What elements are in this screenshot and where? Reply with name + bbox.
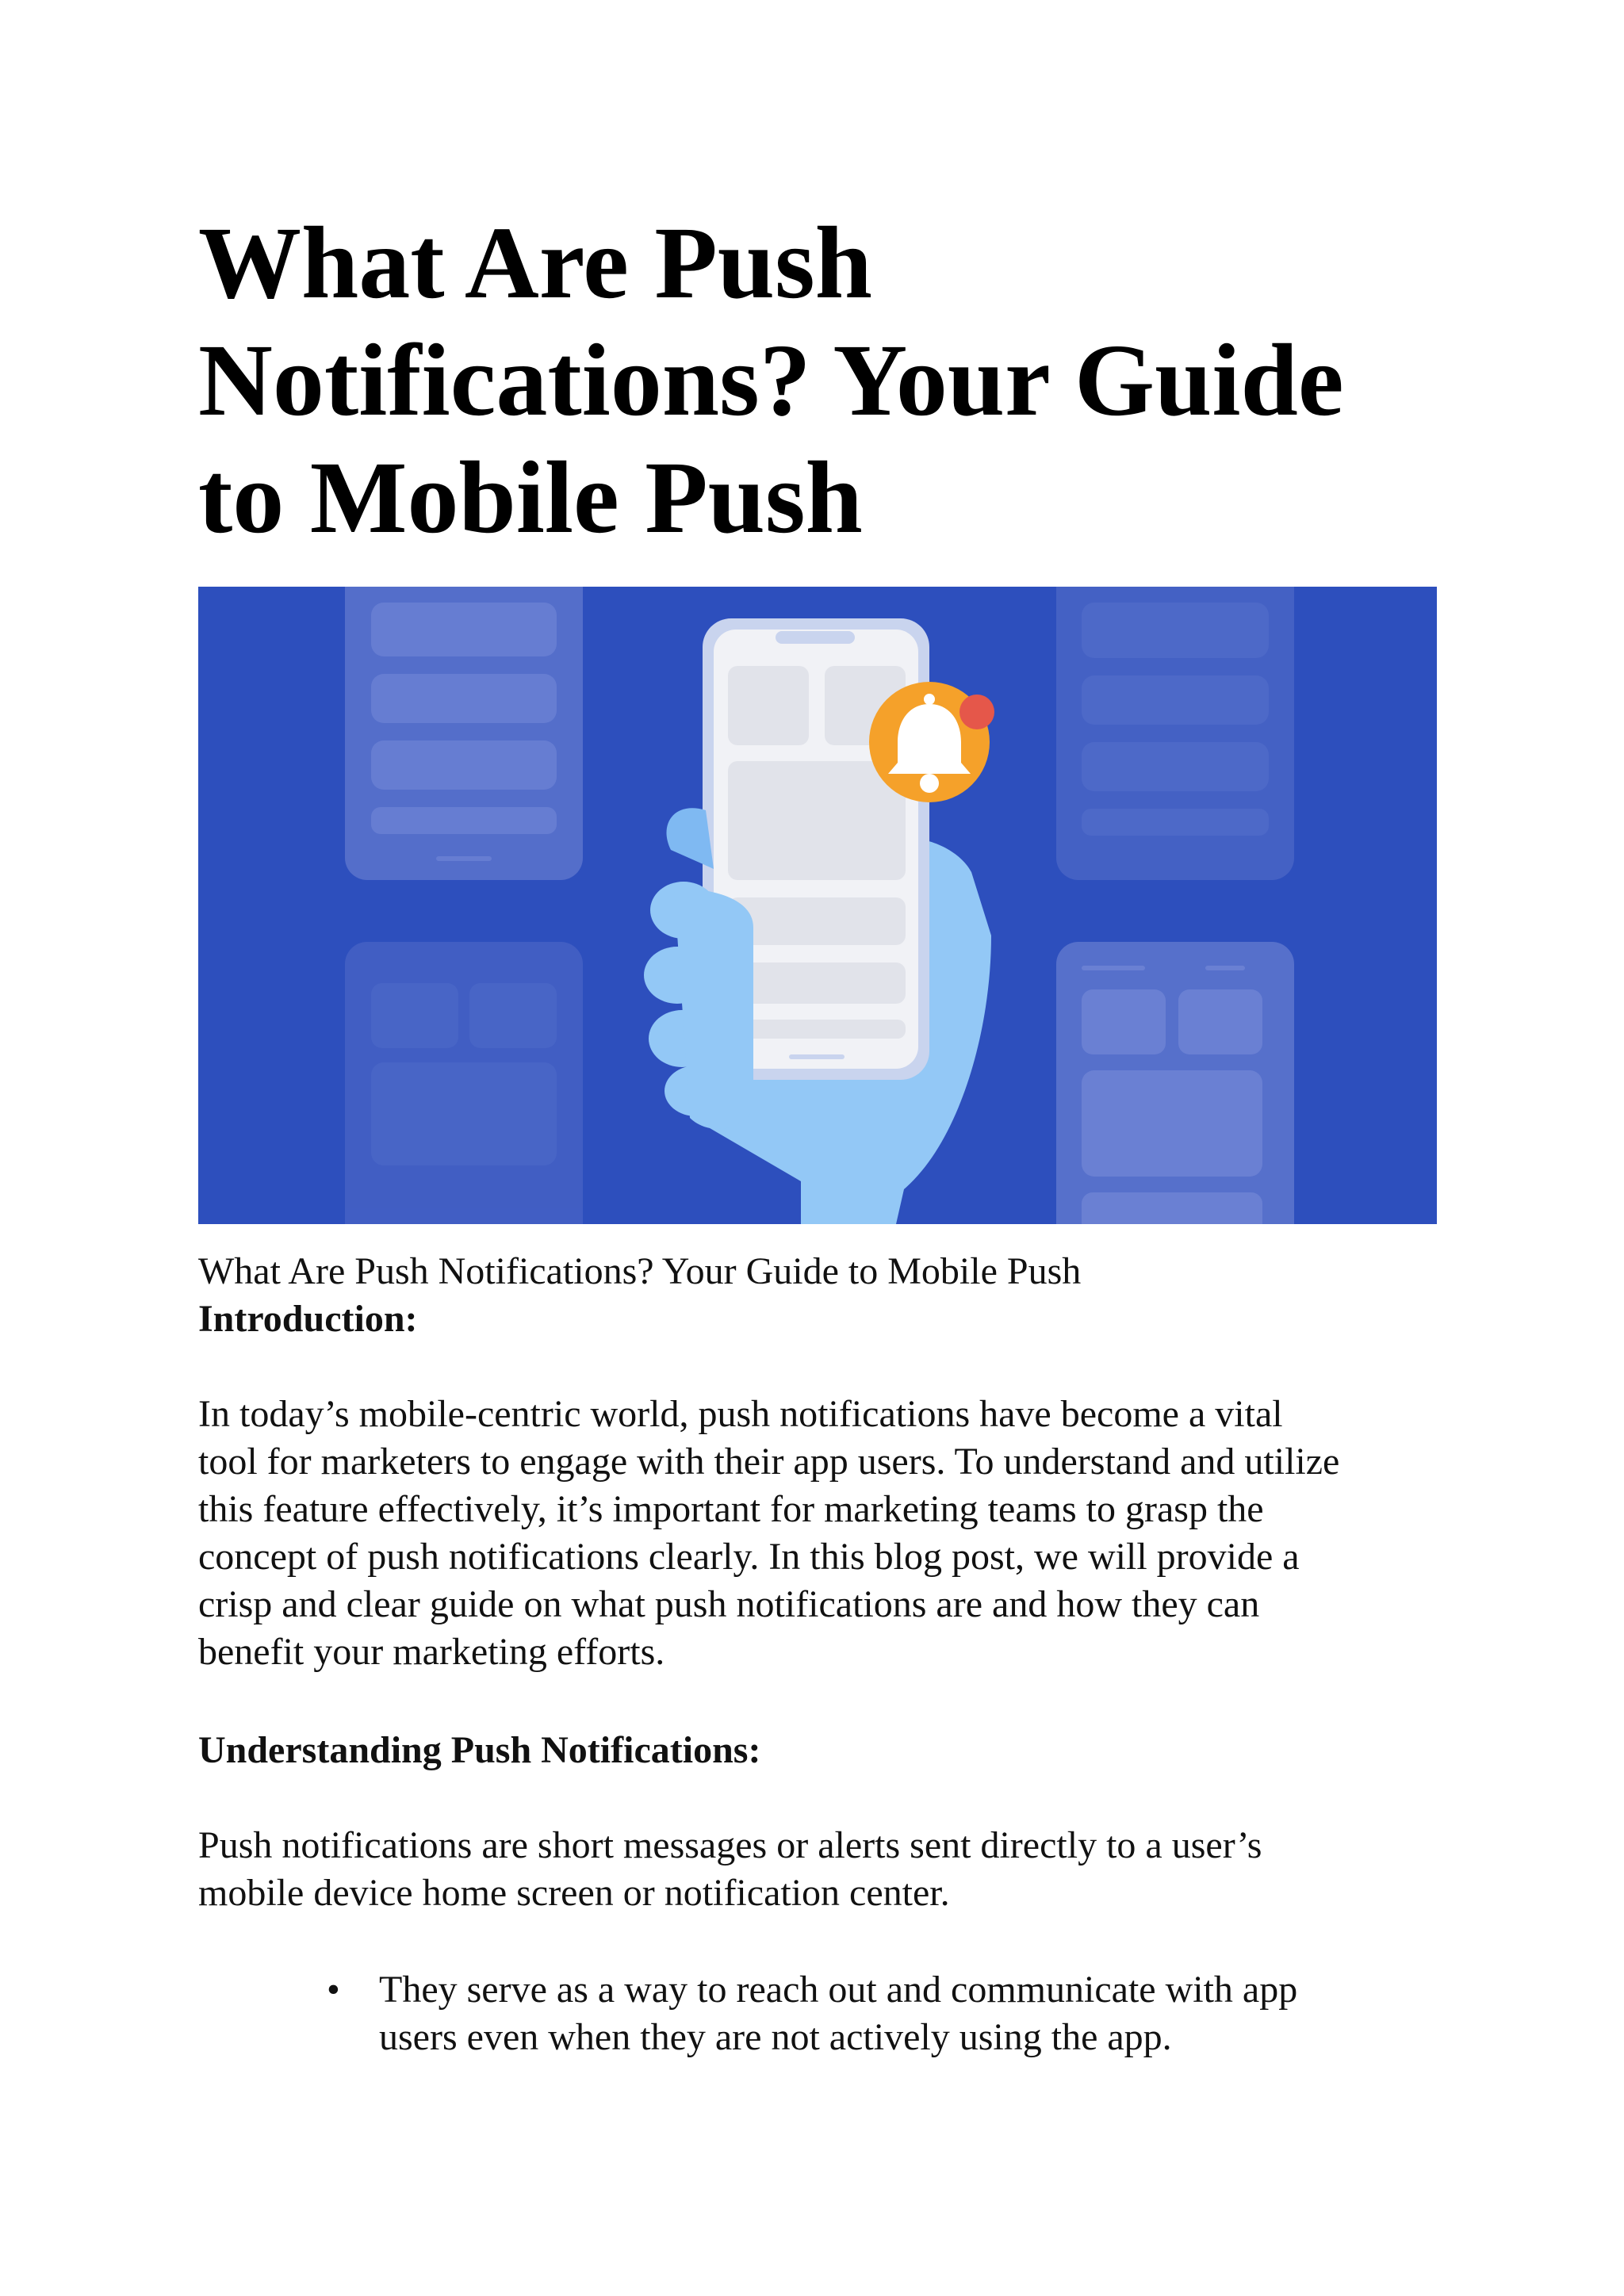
article-title: What Are Push Notifications? Your Guide to Mobile Push (198, 206, 1344, 555)
intro-heading: Introduction: (198, 1298, 418, 1340)
image-caption: What Are Push Notifications? Your Guide to Mobile Push (198, 1250, 1082, 1292)
paragraph-line: crisp and clear guide on what push notifications are and how they can (198, 1583, 1260, 1625)
ghost-phone-top-right (1056, 587, 1294, 880)
paragraph-line: tool for marketers to engage with their app users. To understand and utilize (198, 1441, 1340, 1483)
ghost-phone-bottom-left (345, 942, 583, 1224)
paragraph-line: concept of push notifications clearly. In this blog post, we will provide a (198, 1536, 1300, 1578)
understanding-paragraph (198, 1822, 1451, 1917)
ghost-phone-bottom-right (1056, 942, 1294, 1224)
understanding-heading: Understanding Push Notifications: (198, 1729, 761, 1771)
paragraph-line: benefit your marketing efforts. (198, 1631, 665, 1673)
bullet-text (379, 1966, 1450, 2061)
bullet-line: users even when they are not actively using the app. (379, 2016, 1172, 2058)
paragraph-line: this feature effectively, it’s important for marketing teams to grasp the (198, 1488, 1264, 1530)
bullet-marker: • (327, 1969, 340, 2011)
paragraph-line: In today’s mobile-centric world, push notifications have become a vital (198, 1393, 1283, 1435)
ghost-phone-top-left (345, 587, 583, 880)
hero-illustration (198, 587, 1437, 1224)
bullet-line: They serve as a way to reach out and communicate with app (379, 1969, 1298, 2011)
intro-paragraph (198, 1391, 1451, 1676)
paragraph-line: Push notifications are short messages or alerts sent directly to a user’s (198, 1824, 1262, 1866)
paragraph-line: mobile device home screen or notification center. (198, 1872, 950, 1914)
